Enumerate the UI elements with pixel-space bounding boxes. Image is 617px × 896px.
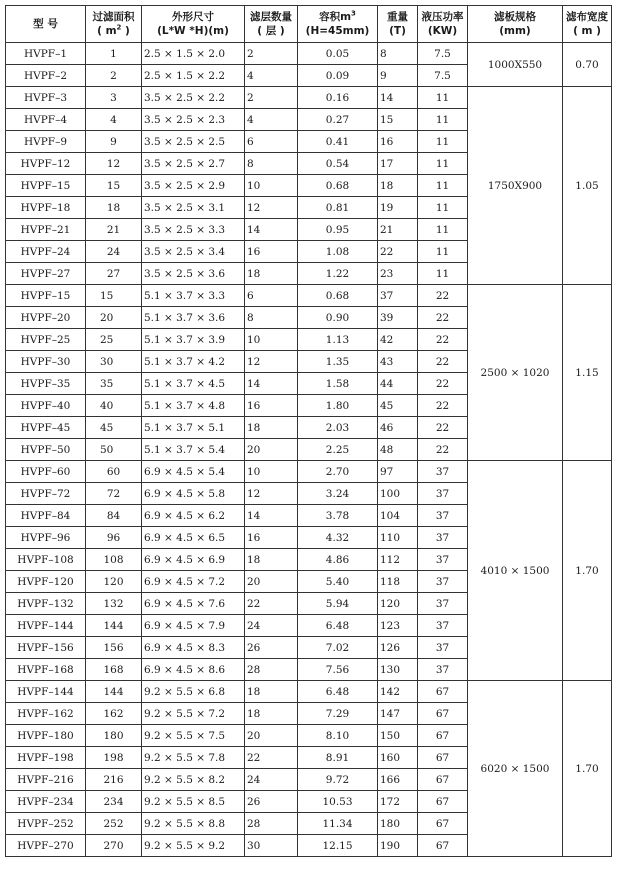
plate-size-cell: 1750X900 <box>468 87 563 285</box>
layers-cell: 20 <box>245 571 298 593</box>
plate-size-cell: 1000X550 <box>468 43 563 87</box>
area-cell: 180 <box>86 725 142 747</box>
area-cell: 156 <box>86 637 142 659</box>
weight-cell: 118 <box>378 571 418 593</box>
plate-size-cell: 4010 × 1500 <box>468 461 563 681</box>
weight-cell: 48 <box>378 439 418 461</box>
volume-cell: 7.02 <box>298 637 378 659</box>
volume-cell: 1.80 <box>298 395 378 417</box>
weight-cell: 37 <box>378 285 418 307</box>
volume-cell: 4.86 <box>298 549 378 571</box>
area-cell: 50 <box>86 439 142 461</box>
spec-table-wrapper <box>5 5 612 857</box>
cloth-width-cell: 1.70 <box>563 681 612 857</box>
header-row <box>6 6 612 43</box>
layers-cell: 18 <box>245 549 298 571</box>
header-layers: 滤层数量 ( 层 ) <box>245 6 298 43</box>
header-area: 过滤面积 ( $m^2$ ) <box>86 6 142 43</box>
weight-cell: 14 <box>378 87 418 109</box>
table-row <box>6 87 612 109</box>
table-row <box>6 285 612 307</box>
area-cell: 144 <box>86 681 142 703</box>
volume-cell: 1.13 <box>298 329 378 351</box>
area-cell: 144 <box>86 615 142 637</box>
model-cell: HVPF–25 <box>6 329 86 351</box>
power-cell: 7.5 <box>418 43 468 65</box>
layers-cell: 10 <box>245 175 298 197</box>
model-cell: HVPF–24 <box>6 241 86 263</box>
dimensions-cell: 6.9 × 4.5 × 7.9 <box>142 615 245 637</box>
area-cell: 252 <box>86 813 142 835</box>
model-cell: HVPF–168 <box>6 659 86 681</box>
volume-cell: 3.24 <box>298 483 378 505</box>
model-cell: HVPF–132 <box>6 593 86 615</box>
model-cell: HVPF–3 <box>6 87 86 109</box>
power-cell: 37 <box>418 483 468 505</box>
area-cell: 40 <box>86 395 142 417</box>
area-cell: 162 <box>86 703 142 725</box>
weight-cell: 112 <box>378 549 418 571</box>
dimensions-cell: 6.9 × 4.5 × 7.2 <box>142 571 245 593</box>
model-cell: HVPF–40 <box>6 395 86 417</box>
model-cell: HVPF–144 <box>6 615 86 637</box>
power-cell: 67 <box>418 769 468 791</box>
layers-cell: 24 <box>245 615 298 637</box>
layers-cell: 28 <box>245 813 298 835</box>
weight-cell: 100 <box>378 483 418 505</box>
model-cell: HVPF–12 <box>6 153 86 175</box>
weight-cell: 17 <box>378 153 418 175</box>
volume-cell: 8.91 <box>298 747 378 769</box>
header-model: 型 号 <box>6 6 86 43</box>
weight-cell: 147 <box>378 703 418 725</box>
dimensions-cell: 5.1 × 3.7 × 3.9 <box>142 329 245 351</box>
dimensions-cell: 9.2 × 5.5 × 8.2 <box>142 769 245 791</box>
layers-cell: 18 <box>245 703 298 725</box>
plate-size-cell: 6020 × 1500 <box>468 681 563 857</box>
power-cell: 67 <box>418 725 468 747</box>
power-cell: 37 <box>418 549 468 571</box>
dimensions-cell: 5.1 × 3.7 × 3.3 <box>142 285 245 307</box>
power-cell: 11 <box>418 131 468 153</box>
dimensions-cell: 3.5 × 2.5 × 3.6 <box>142 263 245 285</box>
dimensions-cell: 6.9 × 4.5 × 6.2 <box>142 505 245 527</box>
power-cell: 37 <box>418 505 468 527</box>
area-cell: 9 <box>86 131 142 153</box>
model-cell: HVPF–45 <box>6 417 86 439</box>
volume-cell: 1.08 <box>298 241 378 263</box>
filter-press-spec-table <box>5 5 612 857</box>
area-cell: 234 <box>86 791 142 813</box>
layers-cell: 12 <box>245 351 298 373</box>
area-cell: 198 <box>86 747 142 769</box>
weight-cell: 39 <box>378 307 418 329</box>
area-cell: 96 <box>86 527 142 549</box>
power-cell: 22 <box>418 439 468 461</box>
power-cell: 22 <box>418 351 468 373</box>
dimensions-cell: 9.2 × 5.5 × 8.5 <box>142 791 245 813</box>
model-cell: HVPF–144 <box>6 681 86 703</box>
volume-cell: 0.95 <box>298 219 378 241</box>
dimensions-cell: 9.2 × 5.5 × 7.8 <box>142 747 245 769</box>
layers-cell: 12 <box>245 483 298 505</box>
power-cell: 11 <box>418 87 468 109</box>
weight-cell: 120 <box>378 593 418 615</box>
dimensions-cell: 6.9 × 4.5 × 8.3 <box>142 637 245 659</box>
layers-cell: 14 <box>245 373 298 395</box>
model-cell: HVPF–156 <box>6 637 86 659</box>
weight-cell: 110 <box>378 527 418 549</box>
area-cell: 15 <box>86 175 142 197</box>
volume-cell: 0.90 <box>298 307 378 329</box>
layers-cell: 2 <box>245 43 298 65</box>
weight-cell: 160 <box>378 747 418 769</box>
area-cell: 18 <box>86 197 142 219</box>
model-cell: HVPF–198 <box>6 747 86 769</box>
header-power: 液压功率 (KW) <box>418 6 468 43</box>
power-cell: 67 <box>418 681 468 703</box>
layers-cell: 20 <box>245 725 298 747</box>
power-cell: 37 <box>418 637 468 659</box>
weight-cell: 23 <box>378 263 418 285</box>
table-row <box>6 681 612 703</box>
dimensions-cell: 9.2 × 5.5 × 8.8 <box>142 813 245 835</box>
layers-cell: 30 <box>245 835 298 857</box>
power-cell: 37 <box>418 615 468 637</box>
weight-cell: 104 <box>378 505 418 527</box>
weight-cell: 142 <box>378 681 418 703</box>
dimensions-cell: 3.5 × 2.5 × 3.3 <box>142 219 245 241</box>
volume-cell: 5.40 <box>298 571 378 593</box>
area-cell: 216 <box>86 769 142 791</box>
weight-cell: 44 <box>378 373 418 395</box>
weight-cell: 126 <box>378 637 418 659</box>
layers-cell: 4 <box>245 109 298 131</box>
layers-cell: 26 <box>245 791 298 813</box>
volume-cell: 0.81 <box>298 197 378 219</box>
area-cell: 27 <box>86 263 142 285</box>
power-cell: 37 <box>418 593 468 615</box>
weight-cell: 9 <box>378 65 418 87</box>
layers-cell: 2 <box>245 87 298 109</box>
layers-cell: 10 <box>245 461 298 483</box>
layers-cell: 18 <box>245 417 298 439</box>
dimensions-cell: 9.2 × 5.5 × 7.2 <box>142 703 245 725</box>
area-cell: 21 <box>86 219 142 241</box>
dimensions-cell: 2.5 × 1.5 × 2.0 <box>142 43 245 65</box>
volume-cell: 2.70 <box>298 461 378 483</box>
dimensions-cell: 6.9 × 4.5 × 5.8 <box>142 483 245 505</box>
weight-cell: 16 <box>378 131 418 153</box>
layers-cell: 14 <box>245 505 298 527</box>
header-volume: 容积$m^3$ (H=45mm) <box>298 6 378 43</box>
layers-cell: 28 <box>245 659 298 681</box>
area-cell: 108 <box>86 549 142 571</box>
dimensions-cell: 2.5 × 1.5 × 2.2 <box>142 65 245 87</box>
layers-cell: 6 <box>245 285 298 307</box>
table-row <box>6 43 612 65</box>
dimensions-cell: 9.2 × 5.5 × 9.2 <box>142 835 245 857</box>
volume-cell: 0.09 <box>298 65 378 87</box>
area-cell: 30 <box>86 351 142 373</box>
dimensions-cell: 5.1 × 3.7 × 5.4 <box>142 439 245 461</box>
volume-cell: 8.10 <box>298 725 378 747</box>
plate-size-cell: 2500 × 1020 <box>468 285 563 461</box>
area-cell: 168 <box>86 659 142 681</box>
area-cell: 72 <box>86 483 142 505</box>
layers-cell: 16 <box>245 241 298 263</box>
weight-cell: 8 <box>378 43 418 65</box>
power-cell: 22 <box>418 395 468 417</box>
power-cell: 37 <box>418 659 468 681</box>
model-cell: HVPF–50 <box>6 439 86 461</box>
model-cell: HVPF–96 <box>6 527 86 549</box>
area-cell: 120 <box>86 571 142 593</box>
model-cell: HVPF–270 <box>6 835 86 857</box>
power-cell: 67 <box>418 791 468 813</box>
weight-cell: 97 <box>378 461 418 483</box>
volume-cell: 7.29 <box>298 703 378 725</box>
header-cloth-width: 滤布宽度 ( m ) <box>563 6 612 43</box>
model-cell: HVPF–4 <box>6 109 86 131</box>
dimensions-cell: 6.9 × 4.5 × 6.5 <box>142 527 245 549</box>
weight-cell: 15 <box>378 109 418 131</box>
power-cell: 7.5 <box>418 65 468 87</box>
layers-cell: 6 <box>245 131 298 153</box>
power-cell: 67 <box>418 747 468 769</box>
dimensions-cell: 6.9 × 4.5 × 6.9 <box>142 549 245 571</box>
model-cell: HVPF–162 <box>6 703 86 725</box>
volume-cell: 2.25 <box>298 439 378 461</box>
volume-cell: 7.56 <box>298 659 378 681</box>
volume-cell: 1.58 <box>298 373 378 395</box>
layers-cell: 4 <box>245 65 298 87</box>
weight-cell: 150 <box>378 725 418 747</box>
volume-cell: 0.54 <box>298 153 378 175</box>
power-cell: 67 <box>418 813 468 835</box>
dimensions-cell: 3.5 × 2.5 × 2.2 <box>142 87 245 109</box>
table-row <box>6 461 612 483</box>
model-cell: HVPF–21 <box>6 219 86 241</box>
header-dimensions: 外形尺寸 (L*W *H)(m) <box>142 6 245 43</box>
layers-cell: 22 <box>245 593 298 615</box>
dimensions-cell: 9.2 × 5.5 × 7.5 <box>142 725 245 747</box>
dimensions-cell: 5.1 × 3.7 × 3.6 <box>142 307 245 329</box>
area-cell: 15 <box>86 285 142 307</box>
dimensions-cell: 3.5 × 2.5 × 2.9 <box>142 175 245 197</box>
model-cell: HVPF–15 <box>6 285 86 307</box>
power-cell: 22 <box>418 329 468 351</box>
volume-cell: 0.05 <box>298 43 378 65</box>
area-cell: 35 <box>86 373 142 395</box>
layers-cell: 8 <box>245 307 298 329</box>
volume-cell: 0.16 <box>298 87 378 109</box>
weight-cell: 22 <box>378 241 418 263</box>
model-cell: HVPF–216 <box>6 769 86 791</box>
model-cell: HVPF–2 <box>6 65 86 87</box>
dimensions-cell: 3.5 × 2.5 × 2.3 <box>142 109 245 131</box>
model-cell: HVPF–234 <box>6 791 86 813</box>
volume-cell: 1.22 <box>298 263 378 285</box>
volume-cell: 4.32 <box>298 527 378 549</box>
header-weight: 重量 (T) <box>378 6 418 43</box>
power-cell: 37 <box>418 571 468 593</box>
layers-cell: 24 <box>245 769 298 791</box>
power-cell: 22 <box>418 417 468 439</box>
power-cell: 67 <box>418 703 468 725</box>
power-cell: 11 <box>418 219 468 241</box>
volume-cell: 9.72 <box>298 769 378 791</box>
dimensions-cell: 3.5 × 2.5 × 3.1 <box>142 197 245 219</box>
power-cell: 11 <box>418 153 468 175</box>
layers-cell: 16 <box>245 527 298 549</box>
power-cell: 11 <box>418 241 468 263</box>
model-cell: HVPF–35 <box>6 373 86 395</box>
area-cell: 84 <box>86 505 142 527</box>
dimensions-cell: 5.1 × 3.7 × 4.2 <box>142 351 245 373</box>
weight-cell: 18 <box>378 175 418 197</box>
dimensions-cell: 3.5 × 2.5 × 2.5 <box>142 131 245 153</box>
layers-cell: 12 <box>245 197 298 219</box>
weight-cell: 180 <box>378 813 418 835</box>
model-cell: HVPF–30 <box>6 351 86 373</box>
volume-cell: 10.53 <box>298 791 378 813</box>
model-cell: HVPF–180 <box>6 725 86 747</box>
area-cell: 45 <box>86 417 142 439</box>
weight-cell: 19 <box>378 197 418 219</box>
volume-cell: 5.94 <box>298 593 378 615</box>
volume-cell: 0.68 <box>298 285 378 307</box>
power-cell: 11 <box>418 175 468 197</box>
spec-table-body <box>6 43 612 857</box>
area-cell: 2 <box>86 65 142 87</box>
area-cell: 60 <box>86 461 142 483</box>
model-cell: HVPF–108 <box>6 549 86 571</box>
model-cell: HVPF–27 <box>6 263 86 285</box>
volume-cell: 11.34 <box>298 813 378 835</box>
area-cell: 20 <box>86 307 142 329</box>
area-cell: 24 <box>86 241 142 263</box>
weight-cell: 45 <box>378 395 418 417</box>
model-cell: HVPF–120 <box>6 571 86 593</box>
volume-cell: 0.68 <box>298 175 378 197</box>
area-cell: 3 <box>86 87 142 109</box>
layers-cell: 10 <box>245 329 298 351</box>
cloth-width-cell: 0.70 <box>563 43 612 87</box>
area-cell: 132 <box>86 593 142 615</box>
volume-cell: 3.78 <box>298 505 378 527</box>
layers-cell: 20 <box>245 439 298 461</box>
cloth-width-cell: 1.15 <box>563 285 612 461</box>
weight-cell: 46 <box>378 417 418 439</box>
model-cell: HVPF–252 <box>6 813 86 835</box>
dimensions-cell: 6.9 × 4.5 × 5.4 <box>142 461 245 483</box>
power-cell: 11 <box>418 109 468 131</box>
cloth-width-cell: 1.70 <box>563 461 612 681</box>
cloth-width-cell: 1.05 <box>563 87 612 285</box>
header-plate-size: 滤板规格 (mm) <box>468 6 563 43</box>
area-cell: 12 <box>86 153 142 175</box>
area-cell: 270 <box>86 835 142 857</box>
volume-cell: 0.27 <box>298 109 378 131</box>
layers-cell: 16 <box>245 395 298 417</box>
volume-cell: 1.35 <box>298 351 378 373</box>
layers-cell: 14 <box>245 219 298 241</box>
power-cell: 22 <box>418 373 468 395</box>
power-cell: 11 <box>418 197 468 219</box>
layers-cell: 18 <box>245 263 298 285</box>
model-cell: HVPF–72 <box>6 483 86 505</box>
volume-cell: 2.03 <box>298 417 378 439</box>
weight-cell: 172 <box>378 791 418 813</box>
model-cell: HVPF–20 <box>6 307 86 329</box>
layers-cell: 18 <box>245 681 298 703</box>
power-cell: 22 <box>418 285 468 307</box>
area-cell: 25 <box>86 329 142 351</box>
model-cell: HVPF–18 <box>6 197 86 219</box>
dimensions-cell: 3.5 × 2.5 × 3.4 <box>142 241 245 263</box>
dimensions-cell: 5.1 × 3.7 × 5.1 <box>142 417 245 439</box>
area-cell: 4 <box>86 109 142 131</box>
volume-cell: 12.15 <box>298 835 378 857</box>
area-cell: 1 <box>86 43 142 65</box>
dimensions-cell: 6.9 × 4.5 × 7.6 <box>142 593 245 615</box>
volume-cell: 6.48 <box>298 615 378 637</box>
power-cell: 67 <box>418 835 468 857</box>
layers-cell: 8 <box>245 153 298 175</box>
weight-cell: 43 <box>378 351 418 373</box>
model-cell: HVPF–1 <box>6 43 86 65</box>
weight-cell: 166 <box>378 769 418 791</box>
dimensions-cell: 5.1 × 3.7 × 4.8 <box>142 395 245 417</box>
model-cell: HVPF–60 <box>6 461 86 483</box>
power-cell: 11 <box>418 263 468 285</box>
power-cell: 22 <box>418 307 468 329</box>
weight-cell: 42 <box>378 329 418 351</box>
weight-cell: 21 <box>378 219 418 241</box>
model-cell: HVPF–15 <box>6 175 86 197</box>
volume-cell: 0.41 <box>298 131 378 153</box>
power-cell: 37 <box>418 527 468 549</box>
dimensions-cell: 5.1 × 3.7 × 4.5 <box>142 373 245 395</box>
dimensions-cell: 6.9 × 4.5 × 8.6 <box>142 659 245 681</box>
layers-cell: 26 <box>245 637 298 659</box>
power-cell: 37 <box>418 461 468 483</box>
weight-cell: 123 <box>378 615 418 637</box>
model-cell: HVPF–84 <box>6 505 86 527</box>
dimensions-cell: 9.2 × 5.5 × 6.8 <box>142 681 245 703</box>
volume-cell: 6.48 <box>298 681 378 703</box>
weight-cell: 190 <box>378 835 418 857</box>
weight-cell: 130 <box>378 659 418 681</box>
model-cell: HVPF–9 <box>6 131 86 153</box>
layers-cell: 22 <box>245 747 298 769</box>
dimensions-cell: 3.5 × 2.5 × 2.7 <box>142 153 245 175</box>
